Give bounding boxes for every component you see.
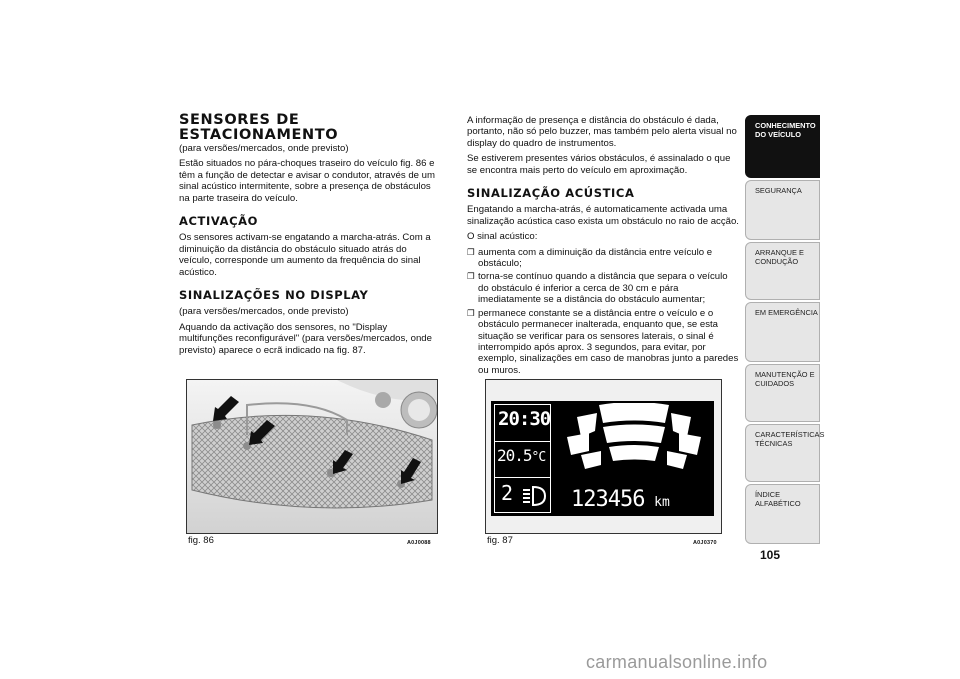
tab-caracteristicas-tecnicas[interactable]: CARACTERÍSTICAS TÉCNICAS <box>745 424 820 482</box>
fig86-caption: fig. 86 <box>188 535 214 546</box>
temperature-unit: °C <box>531 450 546 465</box>
section-title: SENSORES DE ESTACIONAMENTO <box>179 112 339 143</box>
watermark: carmanualsonline.info <box>586 652 768 672</box>
parking-sensor-icon <box>559 403 709 493</box>
temperature-value: 20.5 <box>497 446 532 465</box>
sensor-dot <box>213 421 221 429</box>
odometer-unit: km <box>654 495 670 510</box>
tab-seguranca[interactable]: SEGURANÇA <box>745 180 820 240</box>
rear-bumper-illustration <box>187 380 437 533</box>
fig87-caption: fig. 87 <box>487 535 513 546</box>
display-note: (para versões/mercados, onde previsto) <box>179 306 349 318</box>
instrument-display <box>491 401 714 516</box>
fig86-code: A0J0088 <box>407 540 431 546</box>
activation-paragraph: Os sensores activam-se engatando a marcha-atrás. Com a diminuição da distância do obstáculo situado atrás do veículo, corresponde um aumento da frequência do sinal acústico. <box>179 232 431 278</box>
temperature-readout <box>497 446 545 465</box>
clock-readout: 20:30 <box>498 408 551 430</box>
list-item: ❐ torna-se contínuo quando a distância que separa o veículo do obstáculo é inferior a cerca de 30 cm e pára imediatamente se a distância do obstáculo aumentar; <box>467 271 739 305</box>
title-note: (para versões/mercados, onde previsto) <box>179 143 349 154</box>
tab-arranque-e-conducao[interactable]: ARRANQUE E CONDUÇÃO <box>745 242 820 300</box>
right-column <box>467 115 739 378</box>
left-column <box>179 113 441 360</box>
gear-readout: 2 <box>501 481 514 505</box>
figure-87-image <box>485 379 722 534</box>
display-heading: SINALIZAÇÕES NO DISPLAY <box>179 288 369 303</box>
odometer-value: 123456 <box>571 487 645 512</box>
tab-manutencao-e-cuidados[interactable]: MANUTENÇÃO E CUIDADOS <box>745 364 820 422</box>
tab-indice-alfabetico[interactable]: ÍNDICE ALFABÉTICO <box>745 484 820 544</box>
acoustic-paragraph: Engatando a marcha-atrás, é automaticamente activada uma sinalização acústica caso exista um obstáculo no raio de acção. <box>467 204 739 227</box>
activation-heading: ACTIVAÇÃO <box>179 214 258 229</box>
headlight-icon <box>521 485 547 507</box>
odometer-readout <box>571 487 670 512</box>
signal-list <box>467 247 739 376</box>
list-item: ❐ permanece constante se a distância entre o veículo e o obstáculo permanecer inalterada, enquanto que, se esta situação se verificar para os sensores laterais, o sinal é interrompido após aprox. 3 segundos, para evitar, por exemplo, sinalizações em caso de manobras junto a paredes ou muros. <box>467 308 739 376</box>
intro-paragraph: Estão situados no pára-choques traseiro do veículo fig. 86 e têm a função de detectar e avisar o condutor, através de um sinal acústico intermitente, sobre a presença de obstáculos na parte traseira do veículo. <box>179 158 435 204</box>
fig87-code: A0J0370 <box>693 540 717 546</box>
figure-86-image <box>186 379 438 534</box>
tab-conhecimento-do-veiculo[interactable]: CONHECIMENTO DO VEÍCULO <box>745 115 820 178</box>
multiple-obstacles-paragraph: Se estiverem presentes vários obstáculos, é assinalado o que se encontra mais perto do veículo em aproximação. <box>467 153 731 176</box>
display-paragraph: Aquando da activação dos sensores, no "Display multifunções reconfigurável" (para versões/mercados, onde previsto) aparece o ecrã indicado na fig. 87. <box>179 321 432 356</box>
signal-intro: O sinal acústico: <box>467 231 538 243</box>
page-number: 105 <box>760 548 781 562</box>
list-item: ❐ aumenta com a diminuição da distância entre veículo e obstáculo; <box>467 247 739 270</box>
info-paragraph: A informação de presença e distância do obstáculo é dada, portanto, não só pelo buzzer, mas também pelo alerta visual no display do quadro de instrumentos. <box>467 115 737 149</box>
acoustic-heading: SINALIZAÇÃO ACÚSTICA <box>467 186 635 201</box>
tab-em-emergencia[interactable]: EM EMERGÊNCIA <box>745 302 820 362</box>
